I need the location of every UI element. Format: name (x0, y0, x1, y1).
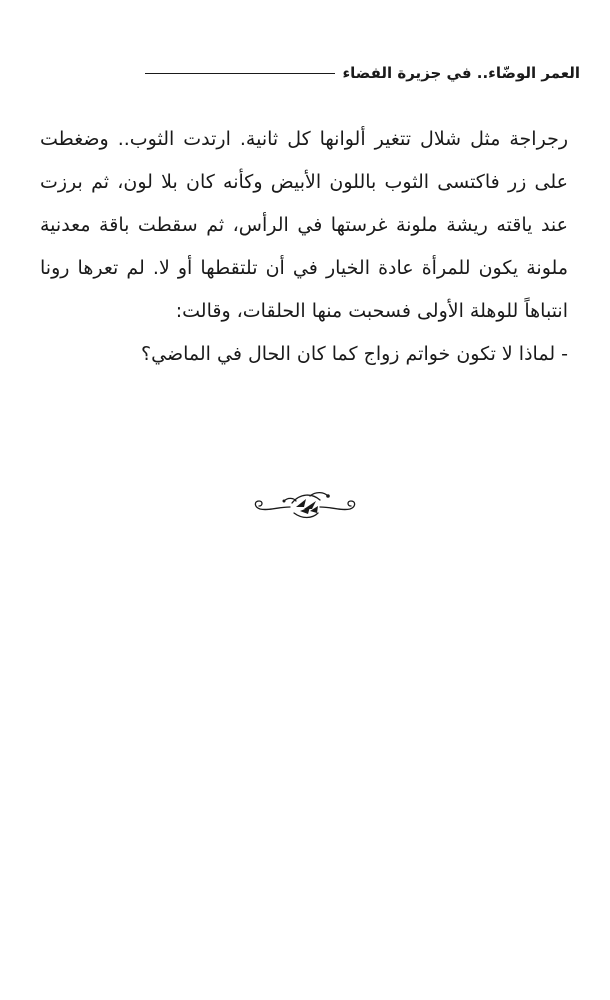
header-rule (145, 73, 335, 74)
body-text (40, 118, 568, 376)
floral-divider-icon (250, 487, 360, 527)
running-header (40, 58, 580, 88)
paragraph: رجراجة مثل شلال تتغير ألوانها كل ثانية. ارتدت الثوب.. وضغطت على زر فاكتسى الثوب باللون الأبيض وكأنه كان بلا لون، ثم برزت عند ياقته ريشة ملونة غرستها في الرأس، ثم سقطت باقة معدنية ملونة يكون للمرأة عادة الخيار في أن تلتقطها أو لا. لم تعرها رونا انتباهاً للوهلة الأولى فسحبت منها الحلقات، وقالت: (40, 128, 568, 322)
dialogue-line: - لماذا لا تكون خواتم زواج كما كان الحال في الماضي؟ (141, 343, 568, 365)
running-title: العمر الوضّاء.. في جزيرة الفضاء (342, 64, 580, 82)
